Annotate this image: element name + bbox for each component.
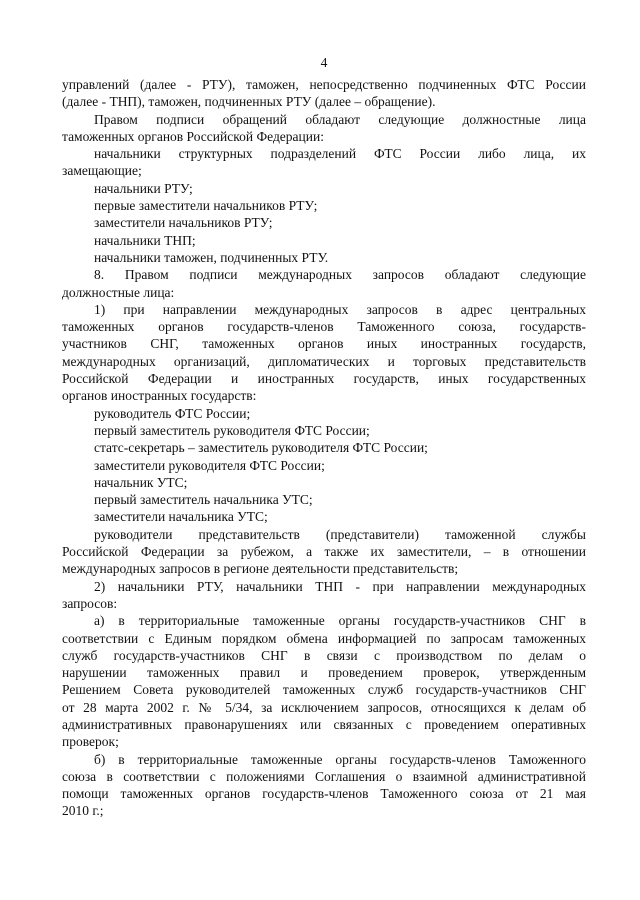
text-line: соответствии с Единым порядком обмена информацией по запросам таможенных bbox=[62, 630, 586, 646]
text-line: служб государств-участников СНГ в связи с производством по делам о bbox=[62, 647, 586, 663]
text-line: участников СНГ, таможенных органов иных иностранных государств, bbox=[62, 336, 586, 352]
text-line: союза в соответствии с положениями Соглашения о взаимной административной bbox=[62, 768, 586, 784]
text-line: запросов: bbox=[62, 595, 118, 611]
text-line: 2010 г.; bbox=[62, 803, 104, 819]
document-body bbox=[62, 76, 586, 820]
text-line: руководители представительств (представители) таможенной службы bbox=[94, 526, 586, 542]
text-line: заместители начальника УТС; bbox=[94, 509, 268, 525]
text-line: заместители начальников РТУ; bbox=[94, 215, 273, 231]
text-line: начальник УТС; bbox=[94, 474, 188, 490]
text-line: первые заместители начальников РТУ; bbox=[94, 198, 318, 214]
text-line: Российской Федерации и иностранных государств, иных государственных bbox=[62, 371, 586, 387]
text-line: замещающие; bbox=[62, 163, 142, 179]
text-line: (далее - ТНП), таможен, подчиненных РТУ (далее – обращение). bbox=[62, 94, 436, 110]
text-line: проверок; bbox=[62, 734, 119, 750]
text-line: а) в территориальные таможенные органы государств-участников СНГ в bbox=[94, 613, 586, 629]
text-line: таможенных органов государств-членов Таможенного союза, государств- bbox=[62, 319, 586, 335]
text-line: 2) начальники РТУ, начальники ТНП - при направлении международных bbox=[94, 578, 586, 594]
text-line: органов иностранных государств: bbox=[62, 388, 257, 404]
text-line: заместители руководителя ФТС России; bbox=[94, 457, 325, 473]
text-line: статс-секретарь – заместитель руководителя ФТС России; bbox=[94, 440, 428, 456]
document-page bbox=[62, 54, 586, 820]
text-line: международных запросов в регионе деятельности представительств; bbox=[62, 561, 459, 577]
text-line: нарушении таможенных правил и проведением проверок, утвержденным bbox=[62, 665, 586, 681]
text-line: от 28 марта 2002 г. № 5/34, за исключением запросов, относящихся к делам об bbox=[62, 699, 586, 715]
text-line: международных организаций, дипломатических и торговых представительств bbox=[62, 353, 586, 369]
text-line: управлений (далее - РТУ), таможен, непосредственно подчиненных ФТС России bbox=[62, 77, 586, 92]
text-line: должностные лица: bbox=[62, 284, 175, 300]
text-line: начальники РТУ; bbox=[94, 180, 193, 196]
text-line: 1) при направлении международных запросов в адрес центральных bbox=[94, 301, 586, 317]
text-line: 8. Правом подписи международных запросов обладают следующие bbox=[94, 267, 586, 283]
text-line: первый заместитель руководителя ФТС России; bbox=[94, 422, 370, 438]
text-line: помощи таможенных органов государств-членов Таможенного союза от 21 мая bbox=[62, 786, 586, 802]
text-line: начальники ТНП; bbox=[94, 232, 196, 248]
text-line: первый заместитель начальника УТС; bbox=[94, 492, 313, 508]
text-line: б) в территориальные таможенные органы государств-членов Таможенного bbox=[94, 751, 586, 767]
page-number: 4 bbox=[320, 55, 328, 70]
text-line: Правом подписи обращений обладают следующие должностные лица bbox=[94, 111, 586, 127]
text-line: начальники структурных подразделений ФТС России либо лица, их bbox=[94, 146, 586, 162]
text-line: Решением Совета руководителей таможенных служб государств-участников СНГ bbox=[62, 682, 586, 698]
text-line: руководитель ФТС России; bbox=[94, 405, 251, 421]
text-line: Российской Федерации за рубежом, а также их заместители, – в отношении bbox=[62, 544, 586, 560]
text-line: таможенных органов Российской Федерации: bbox=[62, 128, 324, 144]
text-line: административных правонарушениях или связанных с проведением оперативных bbox=[62, 716, 586, 732]
text-line: начальники таможен, подчиненных РТУ. bbox=[94, 249, 329, 265]
